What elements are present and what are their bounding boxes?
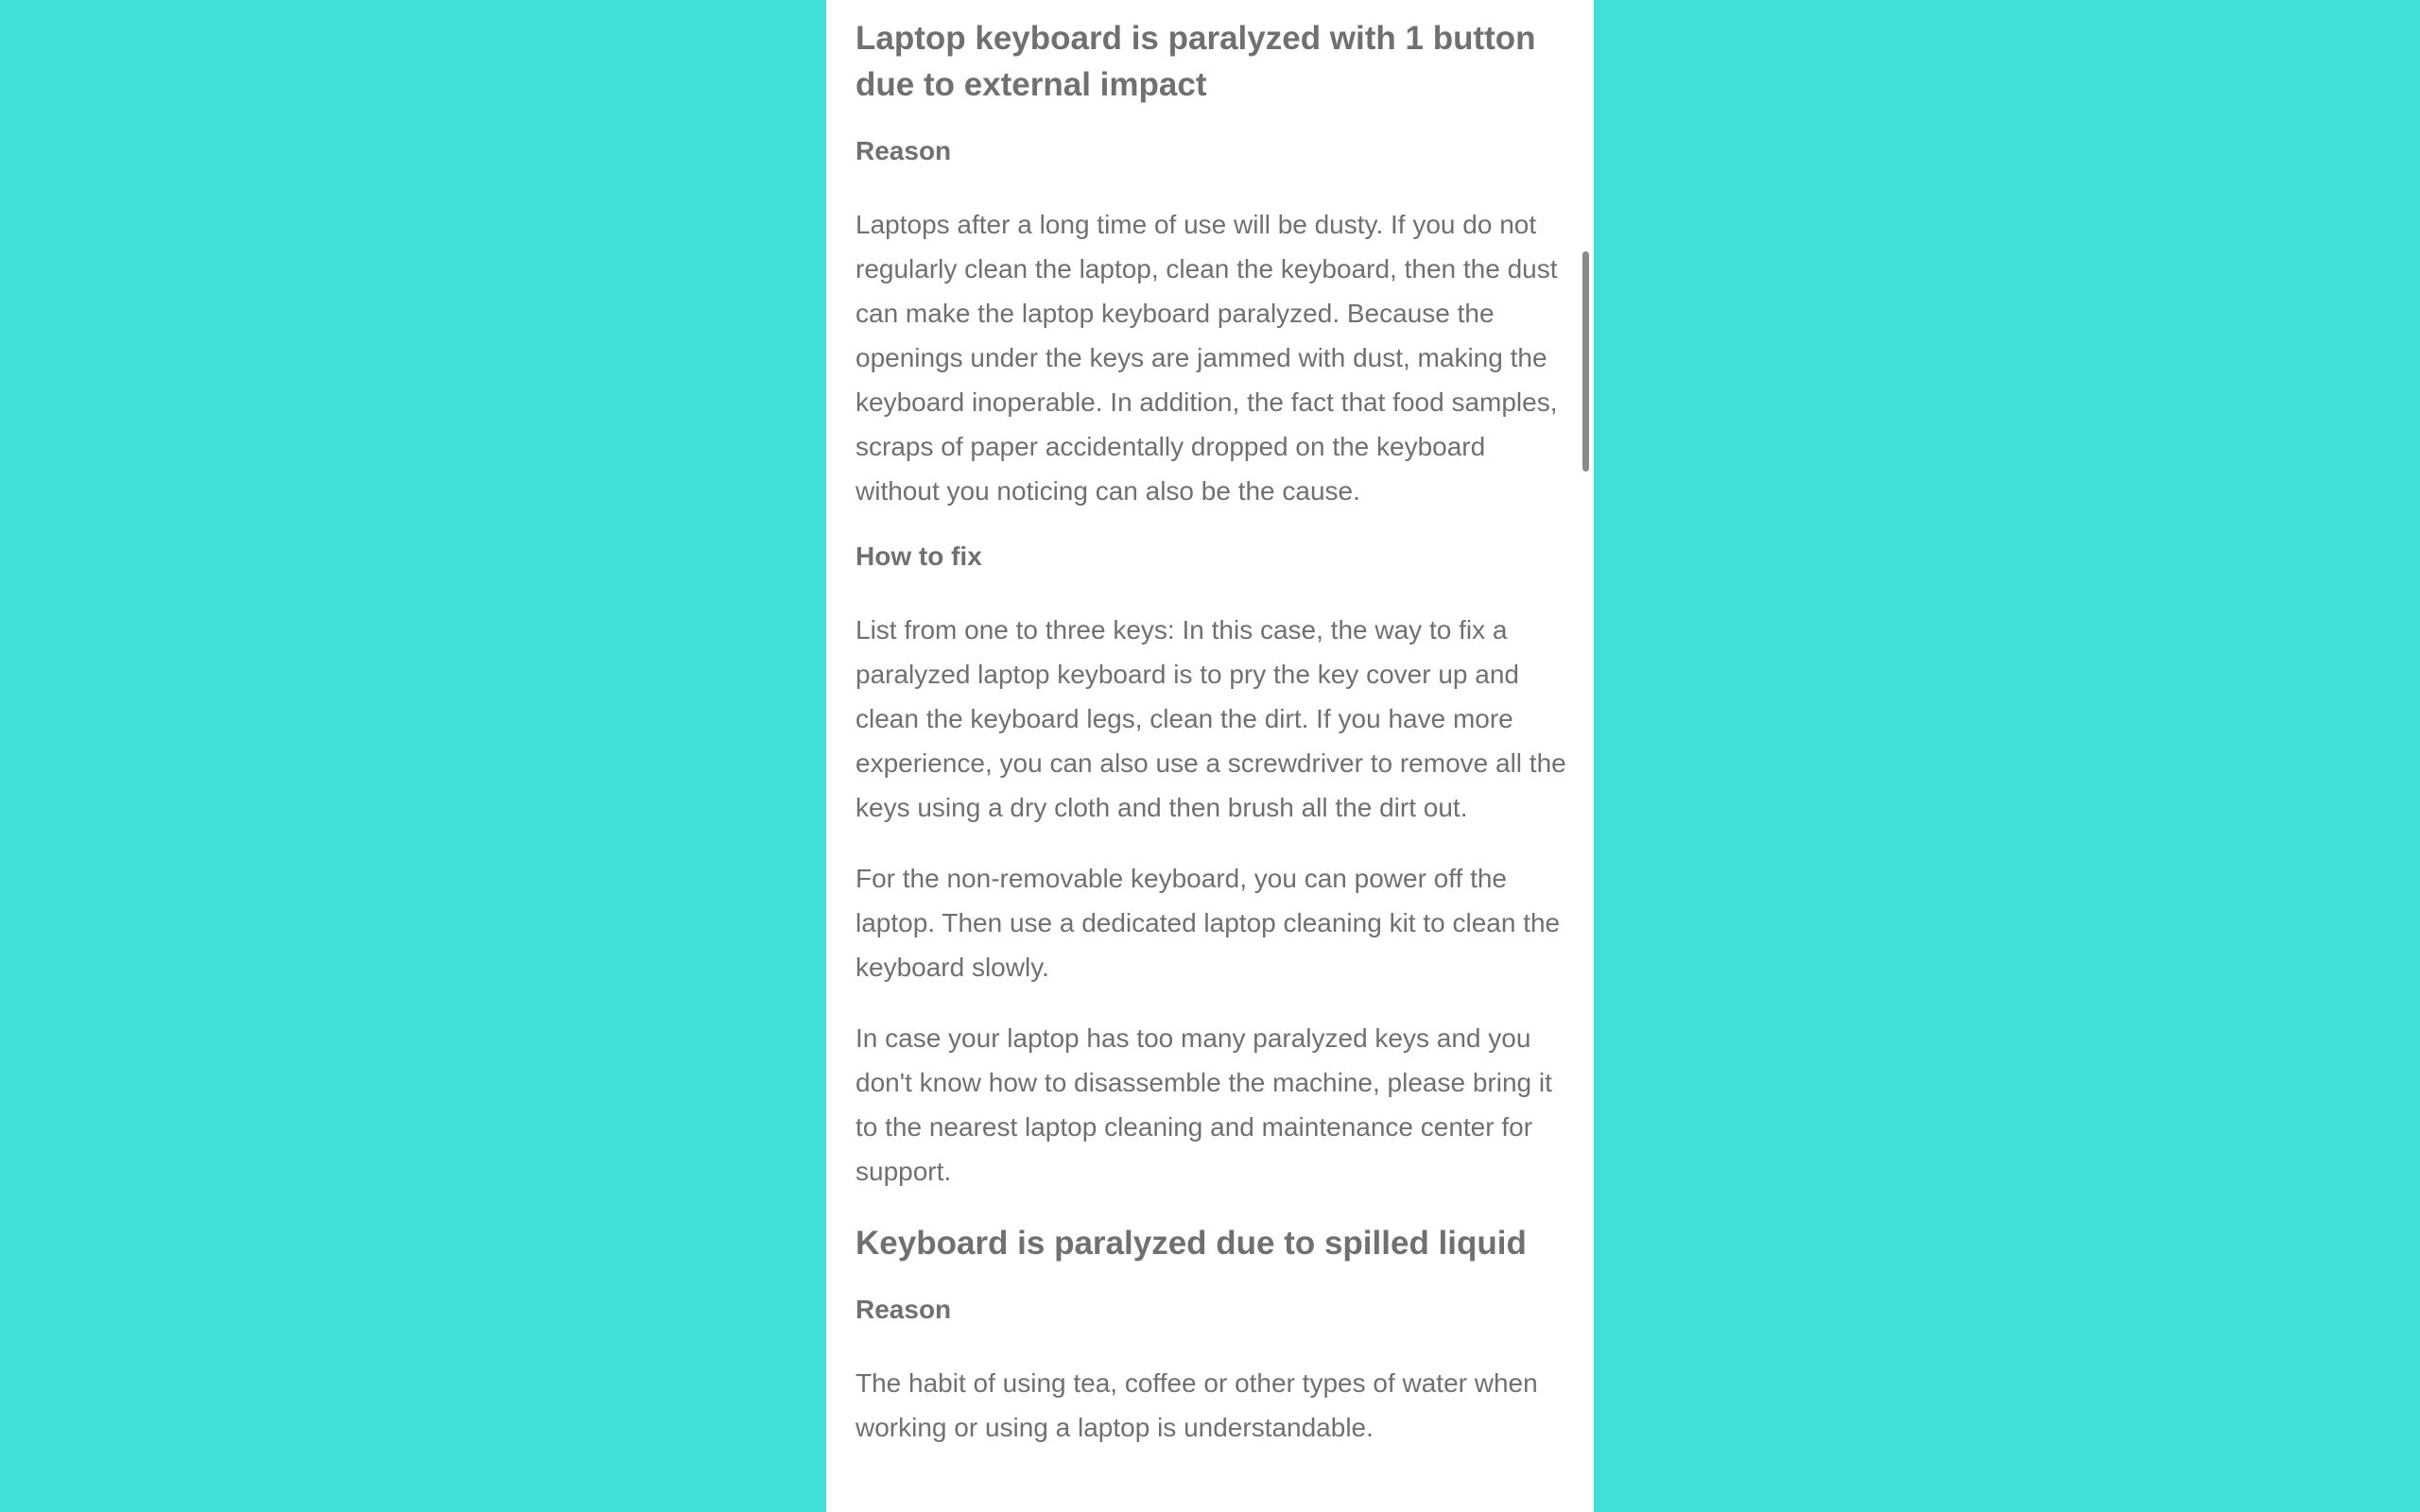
scrollbar-thumb[interactable]: [1582, 251, 1589, 472]
fix-paragraph: List from one to three keys: In this case, the way to fix a paralyzed laptop keyboard is to pry the key cover up and clean the keyboard legs, clean the dirt. If you have more experience, you can also use a screwdriver to remove all the keys using a dry cloth and then brush all the dirt out.: [856, 615, 1566, 822]
reason-paragraph: The habit of using tea, coffee or other types of water when working or using a laptop is understandable.: [856, 1368, 1538, 1442]
fix-paragraph: For the non-removable keyboard, you can power off the laptop. Then use a dedicated laptop cleaning kit to clean the keyboard slowly.: [856, 864, 1561, 982]
reason-paragraph: Laptops after a long time of use will be dusty. If you do not regularly clean the laptop, clean the keyboard, then the dust can make the laptop keyboard paralyzed. Because the openings under the keys are jammed with dust, making the keyboard inoperable. In addition, the fact that food samples, scraps of paper accidentally dropped on the keyboard without you noticing can also be the cause.: [856, 210, 1558, 506]
how-to-fix-label: How to fix: [856, 541, 982, 571]
section-heading: Laptop keyboard is paralyzed with 1 button due to external impact: [856, 20, 1536, 103]
fix-paragraph: In case your laptop has too many paralyzed keys and you don't know how to disassemble the machine, please bring it to the nearest laptop cleaning and maintenance center for support.: [856, 1023, 1552, 1186]
article-content: [856, 15, 1569, 1476]
reason-label: Reason: [856, 1295, 952, 1324]
article-panel: [826, 0, 1594, 1512]
section-heading: Keyboard is paralyzed due to spilled liquid: [856, 1225, 1527, 1262]
reason-label: Reason: [856, 136, 952, 165]
